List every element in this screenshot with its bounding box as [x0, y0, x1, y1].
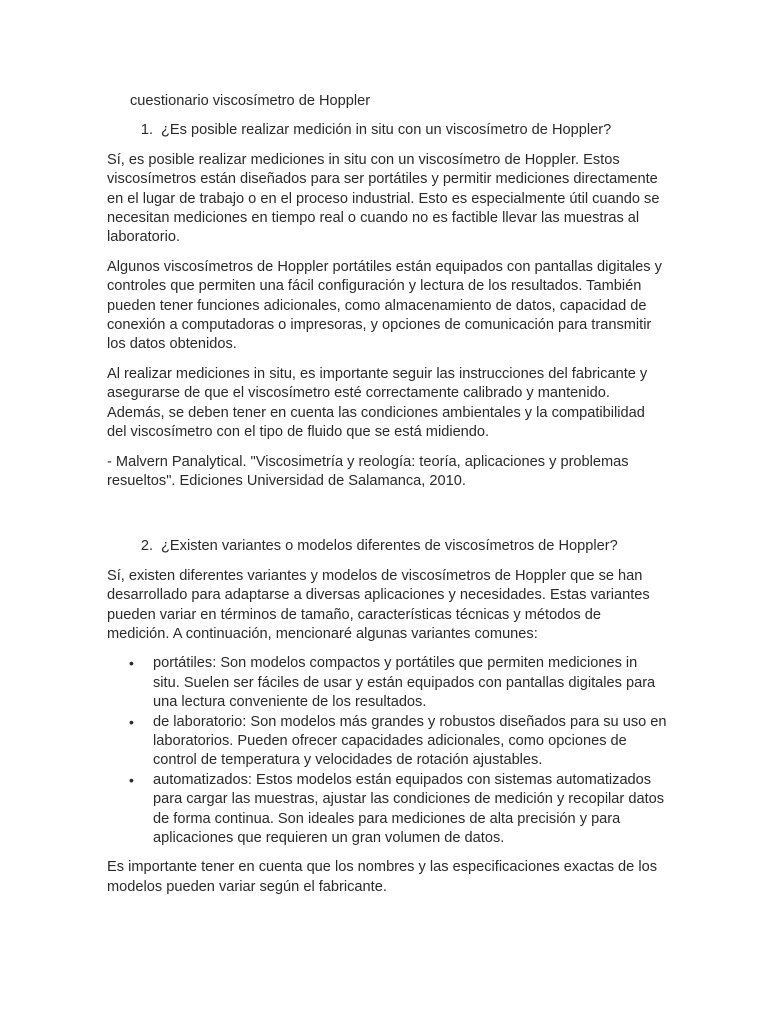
- answer-1-paragraph-1: Sí, es posible realizar mediciones in situ con un viscosímetro de Hoppler. Estos viscosímetros están diseñados para ser portátiles y permitir mediciones directamente en el lugar de trabajo o en el proceso industrial. Esto es especialmente útil cuando se necesitan mediciones en tiempo real o cuando no es factible llevar las muestras al laboratorio.: [107, 151, 660, 246]
- variant-item-laboratorio: [107, 713, 667, 771]
- document-page: [107, 92, 667, 907]
- question-2-number: 2.: [140, 538, 153, 555]
- variants-list: [107, 654, 667, 848]
- answer-2-intro: Sí, existen diferentes variantes y modelos de viscosímetros de Hoppler que se han desarrollado para adaptarse a diversas aplicaciones y necesidades. Estas variantes pueden variar en términos de tamaño, características técnicas y métodos de medición. A continuación, mencionaré algunas variantes comunes:: [107, 567, 650, 642]
- question-1-text: ¿Es posible realizar medición in situ con un viscosímetro de Hoppler?: [161, 122, 612, 139]
- section-spacer: [107, 501, 667, 537]
- bullet-icon: •: [129, 655, 134, 672]
- question-1-number: 1.: [140, 122, 153, 139]
- variant-item-text: de laboratorio: Son modelos más grandes y robustos diseñados para su uso en laboratorios. Pueden ofrecer capacidades adicionales, como opciones de control de temperatura y velocidades de rotación ajustables.: [153, 713, 667, 769]
- variant-item-text: automatizados: Estos modelos están equipados con sistemas automatizados para cargar las muestras, ajustar las condiciones de medición y recopilar datos de forma continua. Son ideales para mediciones de alta precisión y para aplicaciones que requieren un gran volumen de datos.: [153, 771, 665, 846]
- answer-1-paragraph-2: Algunos viscosímetros de Hoppler portátiles están equipados con pantallas digitales y controles que permiten una fácil configuración y lectura de los resultados. También pueden tener funciones adicionales, como almacenamiento de datos, capacidad de conexión a computadoras o impresoras, y opciones de comunicación para transmitir los datos obtenidos.: [107, 258, 662, 353]
- document-title: cuestionario viscosímetro de Hoppler: [130, 93, 371, 109]
- question-2-text: ¿Existen variantes o modelos diferentes de viscosímetros de Hoppler?: [161, 538, 618, 555]
- question-2: [107, 537, 667, 556]
- variant-item-text: portátiles: Son modelos compactos y portátiles que permiten mediciones in situ. Suelen ser fáciles de usar y están equipados con pantallas digitales para una lectura conveniente de los resultados.: [153, 655, 656, 711]
- variant-item-portatiles: [107, 654, 667, 712]
- bullet-icon: •: [129, 771, 134, 788]
- variant-item-automatizados: [107, 771, 667, 849]
- question-1: [107, 121, 667, 140]
- answer-2-closing: Es importante tener en cuenta que los nombres y las especificaciones exactas de los modelos pueden variar según el fabricante.: [107, 859, 658, 895]
- bullet-icon: •: [129, 713, 134, 730]
- answer-1-reference: - Malvern Panalytical. "Viscosimetría y reología: teoría, aplicaciones y problemas resueltos". Ediciones Universidad de Salamanca, 2010.: [107, 453, 629, 489]
- answer-1-paragraph-3: Al realizar mediciones in situ, es importante seguir las instrucciones del fabricante y asegurarse de que el viscosímetro esté correctamente calibrado y mantenido. Además, se deben tener en cuenta las condiciones ambientales y la compatibilidad del viscosímetro con el tipo de fluido que se está midiendo.: [107, 365, 648, 441]
